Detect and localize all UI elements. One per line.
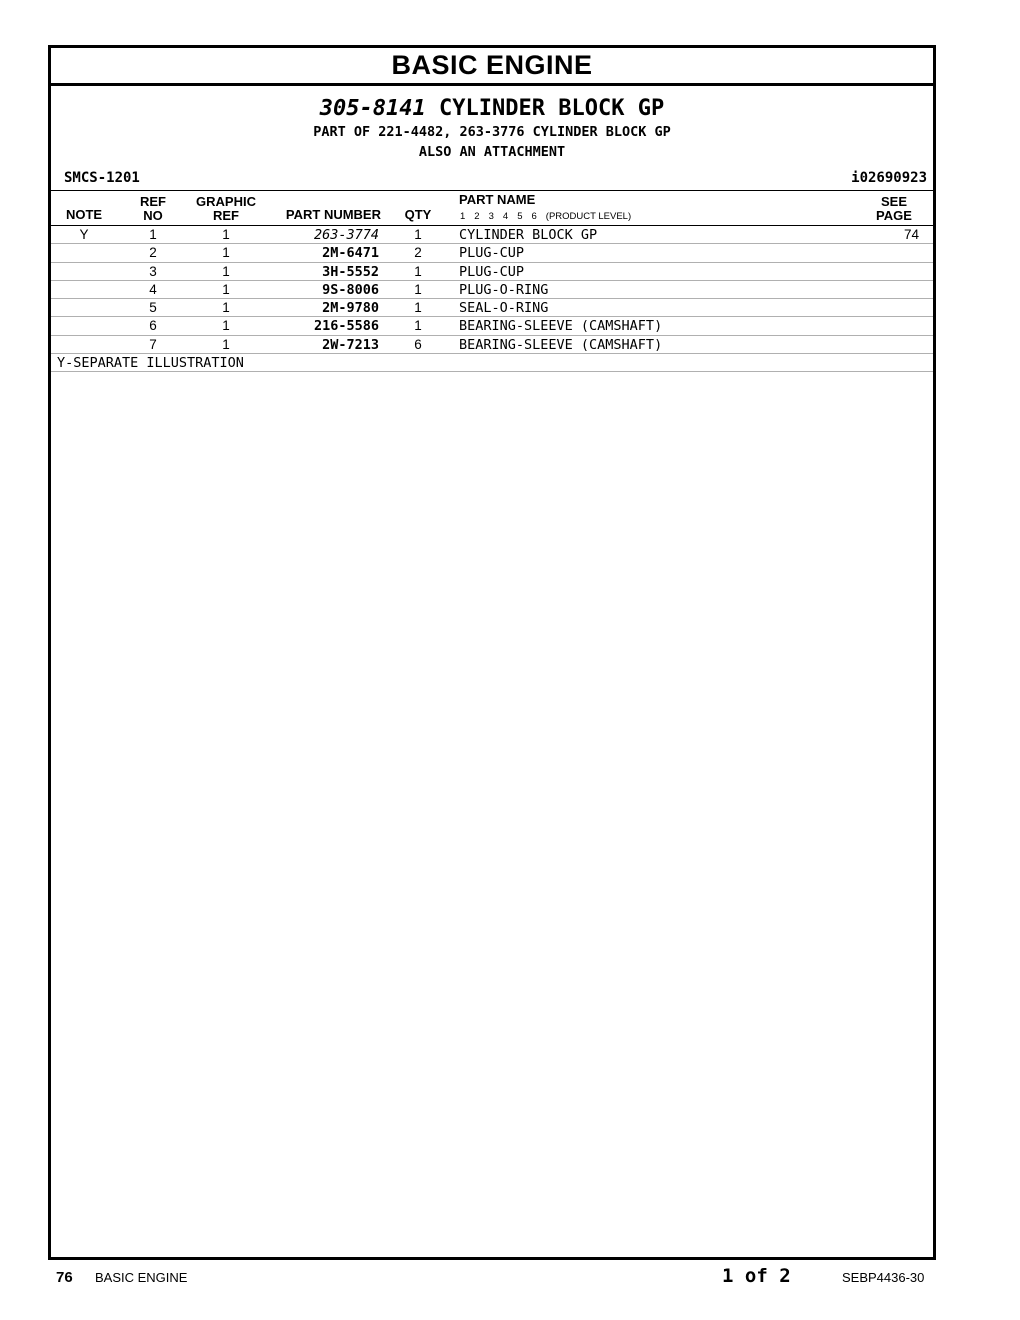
footnote-row — [51, 354, 933, 372]
row-part-name: PLUG-CUP — [459, 263, 525, 280]
row-see-page[interactable]: 74 — [903, 227, 919, 242]
table-row — [51, 281, 933, 299]
group-header — [51, 86, 933, 162]
row-ref-no: 3 — [149, 263, 157, 279]
row-ref-no: 5 — [149, 300, 157, 316]
parts-sheet — [48, 45, 936, 1260]
table-row — [51, 336, 933, 354]
smcs-code: SMCS-1201 — [64, 170, 140, 186]
row-qty: 1 — [414, 263, 422, 279]
row-qty: 1 — [414, 318, 422, 334]
row-part-name: CYLINDER BLOCK GP — [459, 227, 598, 243]
col-see-page: SEE PAGE — [876, 194, 912, 223]
row-part-number[interactable]: 3H-5552 — [322, 263, 379, 280]
col-part-number: PART NUMBER — [285, 207, 381, 222]
row-graphic-ref: 1 — [222, 245, 230, 261]
row-part-number[interactable]: 2M-9780 — [322, 300, 379, 317]
row-graphic-ref: 1 — [222, 318, 230, 334]
row-qty: 1 — [414, 300, 422, 316]
row-part-number[interactable]: 216-5586 — [313, 318, 379, 335]
row-qty: 2 — [414, 245, 422, 261]
page-of: 1 of 2 — [722, 1265, 791, 1287]
row-ref-no: 2 — [149, 245, 157, 261]
col-qty: QTY — [404, 207, 432, 222]
row-part-name: PLUG-O-RING — [459, 281, 549, 298]
row-part-name: SEAL-O-RING — [459, 300, 549, 317]
table-row — [51, 226, 933, 244]
row-ref-no: 4 — [149, 281, 157, 297]
table-row — [51, 244, 933, 262]
section-title: BASIC ENGINE — [391, 50, 593, 80]
page-number: 76 — [56, 1269, 73, 1286]
group-name: CYLINDER BLOCK GP — [439, 96, 665, 121]
row-note: Y — [79, 227, 89, 242]
row-graphic-ref: 1 — [222, 336, 230, 352]
document-number: SEBP4436-30 — [842, 1270, 925, 1285]
row-qty: 6 — [414, 336, 422, 352]
group-part-number: 305-8141 — [319, 96, 426, 121]
row-part-number[interactable]: 2M-6471 — [322, 245, 379, 262]
row-part-name: PLUG-CUP — [459, 245, 525, 262]
group-also: ALSO AN ATTACHMENT — [418, 144, 566, 160]
row-part-number[interactable]: 2W-7213 — [322, 336, 379, 353]
row-graphic-ref: 1 — [222, 281, 230, 297]
row-ref-no: 6 — [149, 318, 157, 334]
col-graphic-ref: GRAPHIC REF — [196, 194, 256, 223]
row-part-name: BEARING-SLEEVE (CAMSHAFT) — [459, 336, 663, 353]
row-ref-no: 7 — [149, 336, 157, 352]
row-part-number[interactable]: 263-3774 — [313, 227, 379, 243]
row-graphic-ref: 1 — [222, 263, 230, 279]
product-levels: 1 2 3 4 5 6 (PRODUCT LEVEL) — [460, 211, 632, 222]
footnote-text: Y-SEPARATE ILLUSTRATION — [57, 355, 244, 372]
group-part-of: PART OF 221-4482, 263-3776 CYLINDER BLOCK GP — [313, 124, 671, 140]
footer-section: BASIC ENGINE — [95, 1270, 188, 1285]
row-part-number[interactable]: 9S-8006 — [322, 281, 379, 298]
document-id: i02690923 — [851, 170, 927, 186]
row-qty: 1 — [414, 227, 422, 242]
col-part-name: PART NAME — [459, 192, 536, 207]
col-note: NOTE — [65, 207, 103, 222]
row-graphic-ref: 1 — [222, 300, 230, 316]
row-ref-no: 1 — [149, 227, 157, 242]
col-ref-no: REF NO — [140, 194, 166, 223]
table-row — [51, 299, 933, 317]
row-qty: 1 — [414, 281, 422, 297]
meta-line — [51, 166, 933, 190]
table-row — [51, 263, 933, 281]
row-graphic-ref: 1 — [222, 227, 230, 242]
table-row — [51, 317, 933, 335]
page-footer — [0, 1263, 1020, 1287]
row-part-name: BEARING-SLEEVE (CAMSHAFT) — [459, 318, 663, 335]
group-title — [51, 96, 933, 122]
table-header — [51, 190, 933, 226]
section-title-band — [51, 48, 933, 86]
